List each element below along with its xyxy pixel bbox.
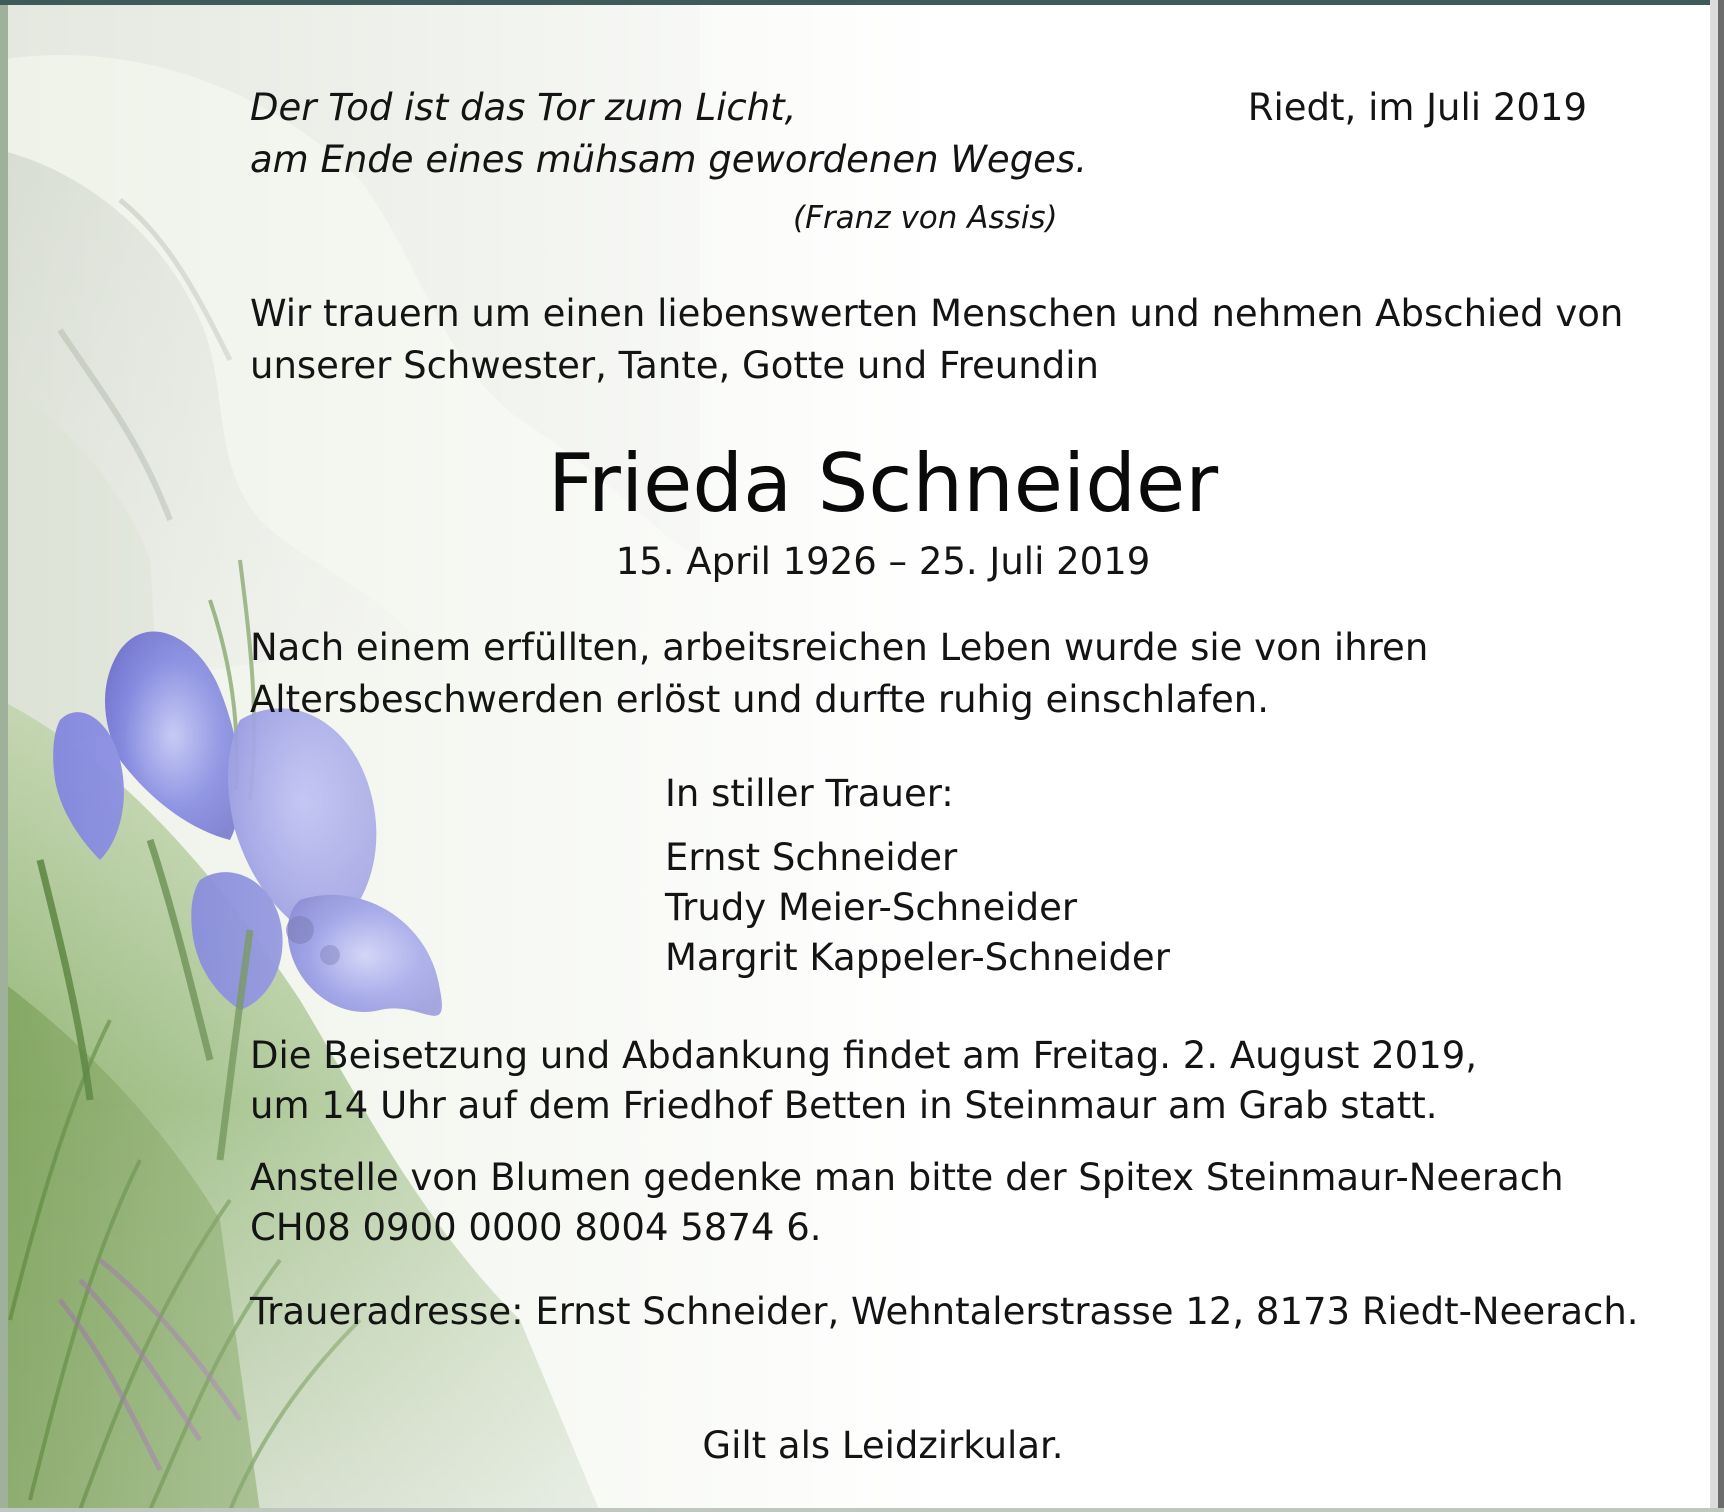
- frame-left: [0, 0, 8, 1512]
- mourner-name: Trudy Meier-Schneider: [665, 886, 1078, 929]
- donation-line-2: CH08 0900 0000 8004 5874 6.: [250, 1206, 822, 1249]
- life-text-line-2: Altersbeschwerden erlöst und durfte ruhig einschlafen.: [250, 678, 1270, 721]
- deceased-name: Frieda Schneider: [547, 437, 1219, 530]
- quote-line-1: Der Tod ist das Tor zum Licht,: [250, 86, 797, 129]
- mourners-heading: In stiller Trauer:: [665, 772, 954, 815]
- frame-right: [1718, 0, 1724, 1512]
- intro-line-1: Wir trauern um einen liebenswerten Menschen und nehmen Abschied von: [250, 292, 1624, 335]
- quote-line-2: am Ende eines mühsam gewordenen Weges.: [250, 138, 1087, 181]
- life-text-line-1: Nach einem erfüllten, arbeitsreichen Leben wurde sie von ihren: [250, 626, 1429, 669]
- quote-author: (Franz von Assis): [793, 200, 1058, 236]
- frame-bottom: [0, 1508, 1724, 1512]
- frame-right-inner: [1710, 0, 1718, 1512]
- donation-line-1: Anstelle von Blumen gedenke man bitte der Spitex Steinmaur-Neerach: [250, 1156, 1564, 1199]
- intro-line-2: unserer Schwester, Tante, Gotte und Freundin: [250, 344, 1099, 387]
- mourner-name: Margrit Kappeler-Schneider: [665, 936, 1170, 979]
- funeral-line-2: um 14 Uhr auf dem Friedhof Betten in Steinmaur am Grab statt.: [250, 1084, 1438, 1127]
- place-date: Riedt, im Juli 2019: [1247, 86, 1587, 129]
- mourning-address: Traueradresse: Ernst Schneider, Wehntalerstrasse 12, 8173 Riedt-Neerach.: [250, 1290, 1639, 1333]
- footer-note: Gilt als Leidzirkular.: [702, 1424, 1064, 1467]
- funeral-line-1: Die Beisetzung und Abdankung findet am Freitag. 2. August 2019,: [250, 1034, 1478, 1077]
- life-dates: 15. April 1926 – 25. Juli 2019: [615, 540, 1151, 583]
- frame-top: [0, 0, 1724, 5]
- mourner-name: Ernst Schneider: [665, 836, 958, 879]
